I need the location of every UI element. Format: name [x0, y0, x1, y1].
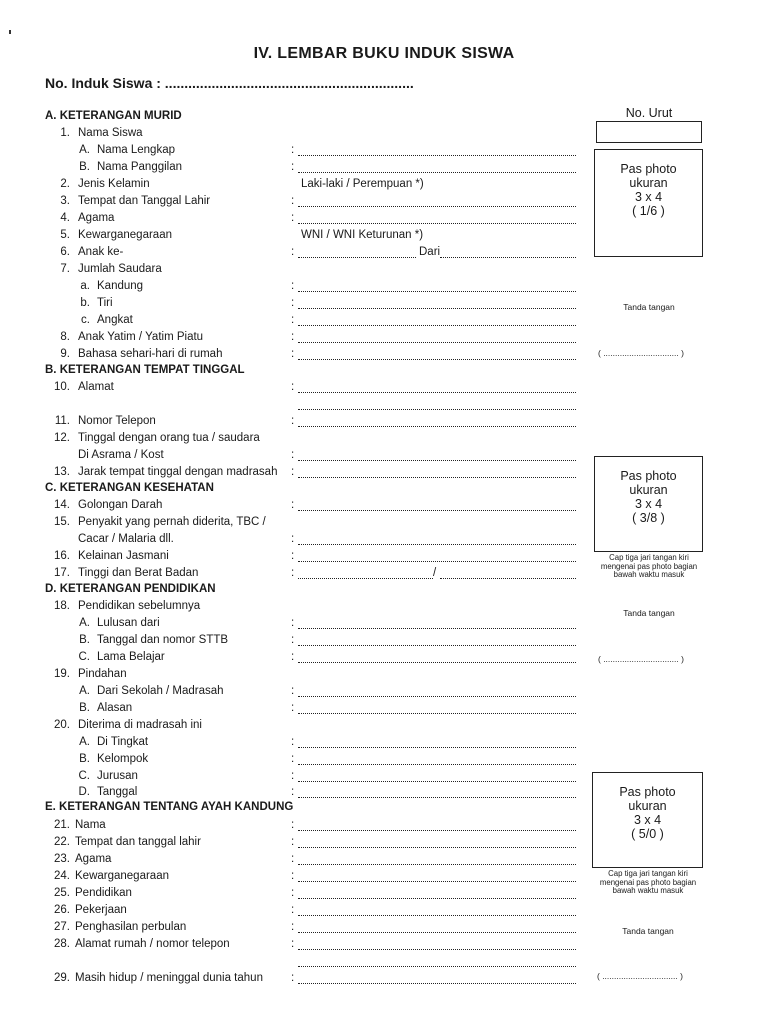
signature-label-2: Tanda tangan	[623, 608, 675, 618]
blank-line[interactable]	[298, 685, 576, 697]
field-tinggi-berat[interactable]: 17. Tinggi dan Berat Badan : /	[0, 565, 600, 582]
photo-box-3: Pas photo ukuran 3 x 4 ( 5/0 )	[592, 772, 703, 868]
blank-line[interactable]	[440, 567, 576, 579]
field-pindahan: 19. Pindahan	[54, 668, 127, 680]
field-jurusan[interactable]: C. Jurusan :	[0, 768, 600, 785]
blank-line[interactable]	[298, 348, 576, 360]
field-saudara-kandung[interactable]: a. Kandung :	[0, 278, 600, 295]
field-ttl-ayah[interactable]: 22. Tempat dan tanggal lahir :	[0, 834, 600, 851]
blank-line[interactable]	[298, 702, 576, 714]
blank-line[interactable]	[298, 634, 576, 646]
field-sttb[interactable]: B. Tanggal dan nomor STTB :	[0, 632, 600, 649]
section-c-heading: C. KETERANGAN KESEHATAN	[45, 482, 214, 494]
blank-line[interactable]	[298, 770, 576, 782]
field-dari-sekolah[interactable]: A. Dari Sekolah / Madrasah :	[0, 683, 600, 700]
blank-line[interactable]	[298, 144, 576, 156]
blank-line[interactable]	[298, 853, 576, 865]
photo-box-2: Pas photo ukuran 3 x 4 ( 3/8 )	[594, 456, 703, 552]
cap-tiga-jari-note-2: Cap tiga jari tangan kiri mengenai pas photo bagian bawah waktu masuk	[599, 869, 697, 895]
page-title: IV. LEMBAR BUKU INDUK SISWA	[253, 45, 515, 62]
blank-line[interactable]	[298, 246, 416, 258]
field-tanggal-diterima[interactable]: D. Tanggal :	[0, 784, 600, 801]
no-induk-dots: ................................................................	[164, 75, 414, 91]
no-urut-label: No. Urut	[625, 106, 673, 120]
field-penyakit: 15. Penyakit yang pernah diderita, TBC /	[54, 516, 266, 528]
blank-line[interactable]	[298, 449, 576, 461]
field-anak-ke[interactable]: 6. Anak ke- : Dari	[0, 244, 600, 261]
scan-mark	[9, 30, 11, 34]
blank-line[interactable]	[298, 955, 576, 967]
blank-line[interactable]	[298, 499, 576, 511]
field-bahasa[interactable]: 9. Bahasa sehari-hari di rumah :	[0, 346, 600, 363]
field-kewarganegaraan-ayah[interactable]: 24. Kewarganegaraan :	[0, 868, 600, 885]
field-lulusan-dari[interactable]: A. Lulusan dari :	[0, 615, 600, 632]
field-penghasilan-ayah[interactable]: 27. Penghasilan perbulan :	[0, 919, 600, 936]
field-golongan-darah[interactable]: 14. Golongan Darah :	[0, 497, 600, 514]
blank-line[interactable]	[298, 972, 576, 984]
field-pekerjaan-ayah[interactable]: 26. Pekerjaan :	[0, 902, 600, 919]
photo-box-1: Pas photo ukuran 3 x 4 ( 1/6 )	[594, 149, 703, 257]
blank-line[interactable]	[298, 195, 576, 207]
blank-line[interactable]	[298, 280, 576, 292]
blank-line[interactable]	[298, 567, 433, 579]
section-a-heading: A. KETERANGAN MURID	[45, 110, 182, 122]
field-tinggal-dengan: 12. Tinggal dengan orang tua / saudara	[54, 432, 260, 444]
blank-line[interactable]	[298, 887, 576, 899]
blank-line[interactable]	[298, 786, 576, 798]
field-tempat-tanggal-lahir[interactable]: 3. Tempat dan Tanggal Lahir :	[0, 193, 600, 210]
field-jumlah-saudara: 7. Jumlah Saudara	[60, 263, 162, 275]
blank-line[interactable]	[298, 297, 576, 309]
field-nama-ayah[interactable]: 21. Nama :	[0, 817, 600, 834]
blank-line[interactable]	[298, 314, 576, 326]
blank-line[interactable]	[298, 651, 576, 663]
blank-line[interactable]	[298, 938, 576, 950]
no-induk-field[interactable]	[45, 75, 414, 91]
no-induk-label: No. Induk Siswa :	[45, 75, 161, 91]
blank-line[interactable]	[298, 466, 576, 478]
field-pendidikan-sebelumnya: 18. Pendidikan sebelumnya	[54, 600, 201, 612]
field-saudara-angkat[interactable]: c. Angkat :	[0, 312, 600, 329]
field-di-tingkat[interactable]: A. Di Tingkat :	[0, 734, 600, 751]
blank-line[interactable]	[298, 381, 576, 393]
field-kelompok[interactable]: B. Kelompok :	[0, 751, 600, 768]
signature-line-1[interactable]: ( ................................ )	[598, 348, 684, 358]
blank-line[interactable]	[298, 870, 576, 882]
field-kelainan-jasmani[interactable]: 16. Kelainan Jasmani :	[0, 548, 600, 565]
field-jarak-tempat-tinggal[interactable]: 13. Jarak tempat tinggal dengan madrasah :	[0, 464, 600, 481]
field-alamat-ayah[interactable]: 28. Alamat rumah / nomor telepon :	[0, 936, 600, 953]
blank-line[interactable]	[298, 836, 576, 848]
field-nama-lengkap[interactable]: A. Nama Lengkap :	[0, 142, 600, 159]
field-agama-ayah[interactable]: 23. Agama :	[0, 851, 600, 868]
field-jenis-kelamin[interactable]: 2. Jenis Kelamin Laki-laki / Perempuan *)	[60, 178, 424, 190]
field-status-hidup[interactable]: 29. Masih hidup / meninggal dunia tahun :	[0, 970, 600, 987]
blank-line[interactable]	[298, 331, 576, 343]
section-d-heading: D. KETERANGAN PENDIDIKAN	[45, 583, 216, 595]
blank-line[interactable]	[440, 246, 576, 258]
blank-line[interactable]	[298, 617, 576, 629]
field-nama-siswa: 1. Nama Siswa	[60, 127, 143, 139]
blank-line[interactable]	[298, 415, 576, 427]
blank-line[interactable]	[298, 904, 576, 916]
field-saudara-tiri[interactable]: b. Tiri :	[0, 295, 600, 312]
field-pendidikan-ayah[interactable]: 25. Pendidikan :	[0, 885, 600, 902]
blank-line[interactable]	[298, 161, 576, 173]
section-e-heading: E. KETERANGAN TENTANG AYAH KANDUNG	[45, 801, 294, 813]
blank-line[interactable]	[298, 819, 576, 831]
blank-line[interactable]	[298, 753, 576, 765]
field-penyakit-lanjutan[interactable]: Cacar / Malaria dll. :	[0, 531, 600, 548]
signature-line-3[interactable]: ( ................................ )	[597, 971, 683, 981]
signature-label-1: Tanda tangan	[623, 302, 675, 312]
no-urut-box[interactable]	[596, 121, 702, 143]
field-kewarganegaraan[interactable]: 5. Kewarganegaraan WNI / WNI Keturunan *)	[60, 229, 424, 241]
blank-line[interactable]	[298, 212, 576, 224]
blank-line[interactable]	[298, 736, 576, 748]
field-asrama-kost[interactable]: Di Asrama / Kost :	[0, 447, 600, 464]
section-b-heading: B. KETERANGAN TEMPAT TINGGAL	[45, 364, 245, 376]
field-nama-panggilan[interactable]: B. Nama Panggilan :	[0, 159, 600, 176]
blank-line[interactable]	[298, 533, 576, 545]
blank-line[interactable]	[298, 921, 576, 933]
field-alamat[interactable]: 10. Alamat :	[0, 379, 600, 396]
field-alasan[interactable]: B. Alasan :	[0, 700, 600, 717]
field-nomor-telepon[interactable]: 11. Nomor Telepon :	[0, 413, 600, 430]
blank-line[interactable]	[298, 398, 576, 410]
field-lama-belajar[interactable]: C. Lama Belajar :	[0, 649, 600, 666]
signature-line-2[interactable]: ( ................................ )	[598, 654, 684, 664]
field-agama[interactable]: 4. Agama :	[0, 210, 600, 227]
signature-label-3: Tanda tangan	[622, 926, 674, 936]
cap-tiga-jari-note-1: Cap tiga jari tangan kiri mengenai pas photo bagian bawah waktu masuk	[600, 553, 698, 579]
field-anak-yatim[interactable]: 8. Anak Yatim / Yatim Piatu :	[0, 329, 600, 346]
field-diterima: 20. Diterima di madrasah ini	[54, 719, 202, 731]
blank-line[interactable]	[298, 550, 576, 562]
